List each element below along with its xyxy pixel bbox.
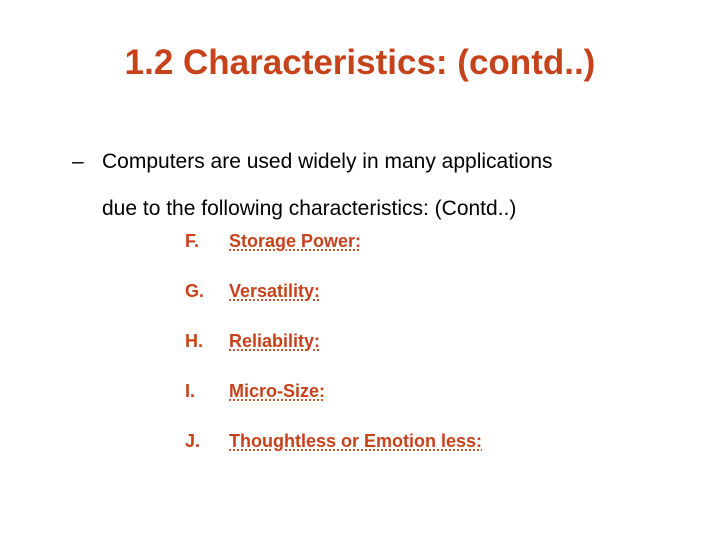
item-letter: G.	[185, 281, 205, 301]
bullet-paragraph	[72, 138, 672, 232]
item-text: Reliability:	[229, 331, 321, 351]
bullet-line-1	[72, 138, 672, 185]
list-item	[185, 381, 665, 431]
list-item	[185, 281, 665, 331]
item-text: Storage Power:	[229, 231, 362, 251]
item-letter: J.	[185, 431, 201, 451]
list-item	[185, 231, 665, 281]
bullet-line-2	[72, 185, 672, 232]
item-letter: H.	[185, 331, 203, 351]
list-item	[185, 431, 665, 481]
item-letter: F.	[185, 231, 200, 251]
bullet-text-line-2: due to the following characteristics: (Contd..)	[102, 197, 517, 220]
dash-bullet: –	[72, 150, 84, 173]
list-item	[185, 331, 665, 381]
item-letter: I.	[185, 381, 196, 401]
bullet-text-line-1: Computers are used widely in many applications	[102, 150, 553, 173]
item-text: Thoughtless or Emotion less:	[229, 431, 483, 451]
item-text: Micro-Size:	[229, 381, 326, 401]
item-text: Versatility:	[229, 281, 321, 301]
slide-title: 1.2 Characteristics: (contd..)	[124, 43, 596, 82]
characteristics-list	[185, 231, 665, 481]
